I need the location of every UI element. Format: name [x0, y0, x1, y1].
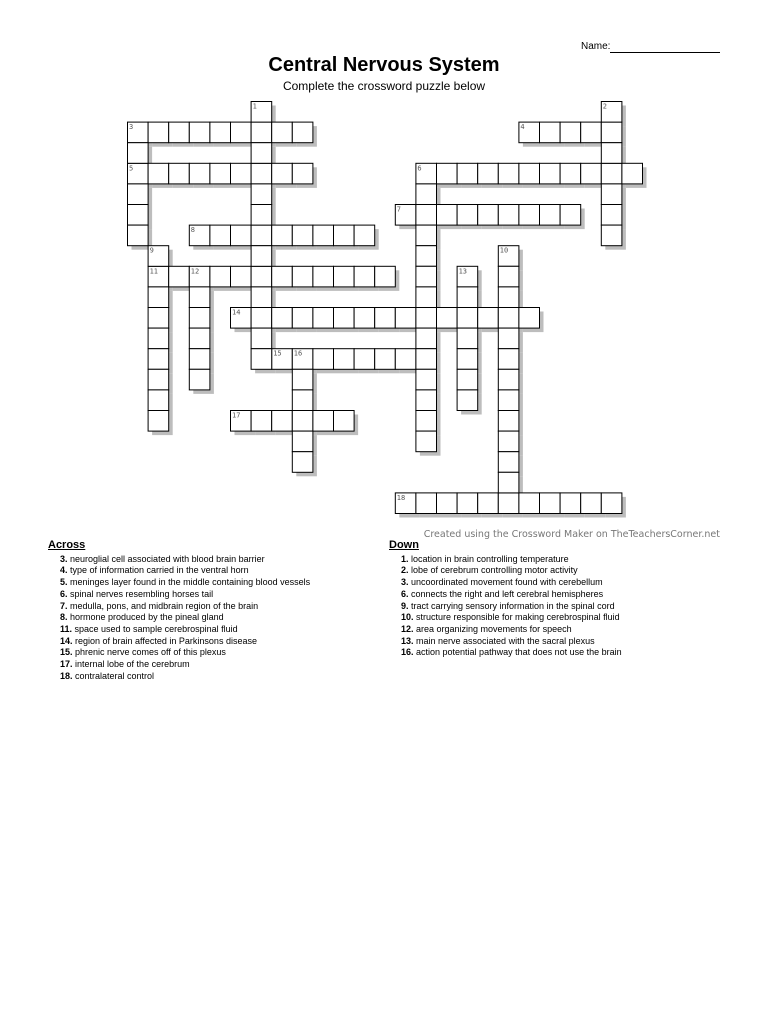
crossword-cell[interactable] [416, 308, 437, 329]
crossword-cell[interactable] [457, 493, 478, 514]
crossword-cell[interactable] [416, 287, 437, 308]
clue-number: 4 [520, 123, 525, 132]
clue-item-text: spinal nerves resembling horses tail [67, 588, 214, 599]
crossword-cell[interactable] [148, 390, 169, 411]
crossword-cell[interactable] [189, 369, 210, 390]
crossword-cell[interactable] [251, 328, 272, 349]
clue-number: 10 [499, 246, 509, 255]
crossword-cell[interactable] [498, 472, 519, 493]
clue-item-number: 17. [60, 659, 73, 670]
crossword-cell[interactable] [128, 205, 149, 226]
clue-item-number: 5. [60, 577, 68, 588]
crossword-cell[interactable] [581, 122, 602, 143]
crossword-cell[interactable] [251, 184, 272, 205]
crossword-cell[interactable] [148, 349, 169, 370]
clue-item [389, 601, 622, 613]
crossword-cell[interactable] [622, 163, 643, 184]
crossword-cell[interactable] [292, 411, 313, 432]
crossword-cell[interactable] [498, 205, 519, 226]
clue-item-text: contralateral control [72, 670, 155, 681]
crossword-cell[interactable] [292, 225, 313, 246]
clue-item [389, 577, 622, 589]
clue-number: 5 [129, 164, 134, 173]
crossword-cell[interactable] [478, 205, 499, 226]
clue-item [48, 577, 310, 589]
crossword-cell[interactable] [231, 163, 252, 184]
crossword-cell[interactable] [128, 225, 149, 246]
across-list [48, 554, 310, 683]
crossword-cell[interactable] [354, 308, 375, 329]
crossword-cell[interactable] [148, 163, 169, 184]
clue-item [48, 671, 310, 683]
clue-number: 7 [396, 205, 402, 214]
crossword-cell[interactable] [292, 369, 313, 390]
crossword-cell[interactable] [251, 411, 272, 432]
crossword-cell[interactable] [189, 349, 210, 370]
crossword-cell[interactable] [498, 308, 519, 329]
crossword-cell[interactable] [148, 122, 169, 143]
crossword-cell[interactable] [540, 205, 561, 226]
crossword-cell[interactable] [148, 369, 169, 390]
clue-item-text: region of brain affected in Parkinsons disease [72, 635, 257, 646]
crossword-cell[interactable] [498, 411, 519, 432]
crossword-cell[interactable] [313, 308, 334, 329]
crossword-cell[interactable] [334, 308, 355, 329]
clue-item-text: internal lobe of the cerebrum [72, 659, 190, 670]
crossword-cell[interactable] [375, 349, 396, 370]
crossword-cell[interactable] [498, 287, 519, 308]
clue-number: 12 [190, 267, 200, 276]
crossword-cell[interactable] [189, 308, 210, 329]
crossword-cell[interactable] [416, 266, 437, 287]
down-heading: Down [389, 539, 419, 551]
crossword-cell[interactable] [272, 122, 293, 143]
crossword-cell[interactable] [375, 308, 396, 329]
crossword-cell[interactable] [148, 328, 169, 349]
clue-number: 8 [190, 226, 196, 235]
crossword-cell[interactable] [272, 163, 293, 184]
clue-item-text: meninges layer found in the middle containing blood vessels [67, 577, 311, 588]
crossword-cell[interactable] [478, 163, 499, 184]
clue-item-text: area organizing movements for speech [413, 623, 572, 634]
clue-number: 17 [232, 411, 241, 420]
crossword-cell[interactable] [416, 184, 437, 205]
crossword-cell[interactable] [210, 122, 231, 143]
crossword-cell[interactable] [416, 431, 437, 452]
clue-item [48, 589, 310, 601]
clue-number: 15 [273, 349, 282, 358]
crossword-cell[interactable] [416, 411, 437, 432]
clue-item-number: 6. [60, 588, 68, 599]
clue-item-number: 2. [401, 565, 409, 576]
crossword-cell[interactable] [292, 308, 313, 329]
crossword-cell[interactable] [601, 122, 622, 143]
clue-number: 18 [396, 493, 406, 502]
clue-item-text: connects the right and left cerebral hemispheres [408, 588, 604, 599]
clue-item-text: location in brain controlling temperature [408, 553, 569, 564]
clue-item-text: space used to sample cerebrospinal fluid [72, 623, 238, 634]
clue-item [389, 565, 622, 577]
clue-item-number: 13. [401, 635, 414, 646]
clue-item-number: 15. [60, 647, 73, 658]
crossword-cell[interactable] [498, 493, 519, 514]
crossword-cell[interactable] [560, 122, 581, 143]
crossword-cell[interactable] [231, 122, 252, 143]
clue-item-number: 16. [401, 647, 414, 658]
crossword-cell[interactable] [437, 493, 458, 514]
crossword-cell[interactable] [313, 411, 334, 432]
crossword-cell[interactable] [560, 163, 581, 184]
crossword-cell[interactable] [334, 411, 355, 432]
clue-item-number: 8. [60, 612, 68, 623]
crossword-cell[interactable] [231, 266, 252, 287]
crossword-cell[interactable] [251, 308, 272, 329]
crossword-cell[interactable] [210, 163, 231, 184]
crossword-cell[interactable] [313, 225, 334, 246]
crossword-cell[interactable] [601, 143, 622, 164]
crossword-cell[interactable] [519, 493, 540, 514]
crossword-cell[interactable] [498, 349, 519, 370]
clue-item [389, 612, 622, 624]
crossword-cell[interactable] [437, 163, 458, 184]
crossword-cell[interactable] [457, 163, 478, 184]
clue-item [389, 589, 622, 601]
crossword-cell[interactable] [416, 369, 437, 390]
crossword-cell[interactable] [354, 225, 375, 246]
crossword-cell[interactable] [313, 349, 334, 370]
clue-item-number: 6. [401, 588, 409, 599]
crossword-cell[interactable] [540, 122, 561, 143]
crossword-cell[interactable] [210, 225, 231, 246]
crossword-cell[interactable] [416, 493, 437, 514]
clue-item [48, 612, 310, 624]
crossword-cell[interactable] [498, 431, 519, 452]
crossword-cell[interactable] [416, 246, 437, 267]
clue-number: 6 [417, 164, 422, 173]
clue-item-text: tract carrying sensory information in the spinal cord [408, 600, 615, 611]
crossword-cell[interactable] [581, 493, 602, 514]
clue-item [48, 601, 310, 613]
crossword-cell[interactable] [272, 225, 293, 246]
crossword-cell[interactable] [457, 369, 478, 390]
crossword-cell[interactable] [169, 122, 190, 143]
crossword-cell[interactable] [292, 266, 313, 287]
crossword-cell[interactable] [251, 163, 272, 184]
page-subtitle: Complete the crossword puzzle below [282, 79, 486, 93]
crossword-cell[interactable] [292, 390, 313, 411]
clue-item-number: 3. [60, 553, 68, 564]
crossword-cell[interactable] [457, 308, 478, 329]
clue-item-text: neuroglial cell associated with blood brain barrier [67, 553, 265, 564]
page-title: Central Nervous System [268, 54, 500, 76]
crossword-credit: Created using the Crossword Maker on TheTeachersCorner.net [423, 529, 720, 540]
clue-item-number: 3. [401, 577, 409, 588]
clue-item-number: 4. [60, 565, 68, 576]
clue-item-text: type of information carried in the ventral horn [67, 565, 249, 576]
crossword-cell[interactable] [560, 493, 581, 514]
clue-item-text: uncoordinated movement found with cerebellum [408, 577, 603, 588]
crossword-cell[interactable] [292, 452, 313, 473]
clue-item [389, 624, 622, 636]
clue-item-number: 7. [60, 600, 68, 611]
crossword-cell[interactable] [251, 205, 272, 226]
crossword-cell[interactable] [272, 411, 293, 432]
crossword-cell[interactable] [519, 308, 540, 329]
crossword-cell[interactable] [128, 143, 149, 164]
clue-item-number: 11. [60, 623, 73, 634]
crossword-cell[interactable] [416, 390, 437, 411]
crossword-cell[interactable] [251, 143, 272, 164]
crossword-cell[interactable] [540, 493, 561, 514]
crossword-cell[interactable] [189, 122, 210, 143]
down-clues [389, 540, 622, 659]
crossword-cell[interactable] [334, 266, 355, 287]
crossword-cell[interactable] [189, 163, 210, 184]
crossword-cell[interactable] [416, 328, 437, 349]
crossword-cell[interactable] [416, 349, 437, 370]
crossword-cell[interactable] [498, 452, 519, 473]
crossword-cell[interactable] [334, 349, 355, 370]
clue-item-number: 12. [401, 623, 414, 634]
clue-item [48, 659, 310, 671]
crossword-cell[interactable] [498, 369, 519, 390]
crossword-cell[interactable] [210, 266, 231, 287]
clue-number: 1 [252, 102, 257, 111]
clue-item-text: main nerve associated with the sacral plexus [413, 635, 595, 646]
clue-item [48, 636, 310, 648]
crossword-cell[interactable] [581, 163, 602, 184]
crossword-cell[interactable] [540, 163, 561, 184]
crossword-cell[interactable] [251, 246, 272, 267]
clue-number: 11 [149, 267, 159, 276]
clue-item-text: action potential pathway that does not use the brain [413, 647, 622, 658]
clue-item-number: 14. [60, 635, 73, 646]
crossword-cell[interactable] [457, 205, 478, 226]
clue-item-text: medulla, pons, and midbrain region of the brain [67, 600, 259, 611]
clue-item [389, 554, 622, 566]
crossword-cell[interactable] [601, 163, 622, 184]
crossword-cell[interactable] [292, 431, 313, 452]
crossword-cell[interactable] [601, 493, 622, 514]
clue-item [389, 636, 622, 648]
crossword-cell[interactable] [478, 308, 499, 329]
crossword-cell[interactable] [251, 349, 272, 370]
clue-number: 2 [602, 102, 608, 111]
clue-item [389, 647, 622, 659]
crossword-cell[interactable] [272, 266, 293, 287]
crossword-cell[interactable] [128, 184, 149, 205]
crossword-cell[interactable] [251, 287, 272, 308]
clue-number: 14 [232, 308, 241, 317]
crossword-cell[interactable] [251, 122, 272, 143]
crossword-cell[interactable] [169, 163, 190, 184]
clue-item-number: 9. [401, 600, 409, 611]
crossword-cell[interactable] [334, 225, 355, 246]
crossword-cell[interactable] [498, 266, 519, 287]
crossword-cell[interactable] [498, 163, 519, 184]
crossword-cell[interactable] [601, 205, 622, 226]
clue-item-text: lobe of cerebrum controlling motor activity [408, 565, 578, 576]
crossword-cell[interactable] [189, 287, 210, 308]
clue-number: 3 [129, 123, 134, 132]
clue-item [48, 565, 310, 577]
crossword-cell[interactable] [292, 163, 313, 184]
crossword-cell[interactable] [189, 328, 210, 349]
crossword-cell[interactable] [457, 349, 478, 370]
crossword-cell[interactable] [519, 205, 540, 226]
crossword-cell[interactable] [169, 266, 190, 287]
crossword-cell[interactable] [457, 287, 478, 308]
crossword-cell[interactable] [437, 205, 458, 226]
clue-item [48, 647, 310, 659]
crossword-cell[interactable] [395, 349, 416, 370]
crossword-cell[interactable] [457, 328, 478, 349]
crossword-cell[interactable] [313, 266, 334, 287]
crossword-cell[interactable] [395, 308, 416, 329]
crossword-cell[interactable] [231, 225, 252, 246]
crossword-cell[interactable] [601, 225, 622, 246]
clue-item-number: 18. [60, 670, 73, 681]
name-label: Name: [581, 41, 611, 52]
crossword-cell[interactable] [148, 308, 169, 329]
crossword-cell[interactable] [251, 225, 272, 246]
crossword-cell[interactable] [416, 225, 437, 246]
clue-item [48, 624, 310, 636]
crossword-cell[interactable] [437, 308, 458, 329]
crossword-cell[interactable] [375, 266, 396, 287]
crossword-cell[interactable] [148, 411, 169, 432]
crossword-cell[interactable] [601, 184, 622, 205]
crossword-cell[interactable] [478, 493, 499, 514]
clue-item-number: 1. [401, 553, 409, 564]
clue-item-text: hormone produced by the pineal gland [67, 612, 224, 623]
crossword-cell[interactable] [354, 266, 375, 287]
crossword-cell[interactable] [148, 287, 169, 308]
clue-item-number: 10. [401, 612, 414, 623]
crossword-cell[interactable] [560, 205, 581, 226]
crossword-cell[interactable] [498, 390, 519, 411]
across-clues [48, 540, 310, 682]
across-heading: Across [48, 539, 86, 551]
crossword-cell[interactable] [251, 266, 272, 287]
clue-item-text: phrenic nerve comes off of this plexus [72, 647, 226, 658]
clue-number: 9 [149, 246, 154, 255]
clue-item-text: structure responsible for making cerebrospinal fluid [413, 612, 620, 623]
crossword-cell[interactable] [272, 308, 293, 329]
crossword-cell[interactable] [416, 205, 437, 226]
crossword-cell[interactable] [457, 390, 478, 411]
clue-item [48, 554, 310, 566]
clue-number: 16 [293, 349, 303, 358]
down-list [389, 554, 622, 659]
clue-number: 13 [458, 267, 468, 276]
crossword-cell[interactable] [519, 163, 540, 184]
crossword-cell[interactable] [354, 349, 375, 370]
crossword-cell[interactable] [498, 328, 519, 349]
crossword-cell[interactable] [292, 122, 313, 143]
